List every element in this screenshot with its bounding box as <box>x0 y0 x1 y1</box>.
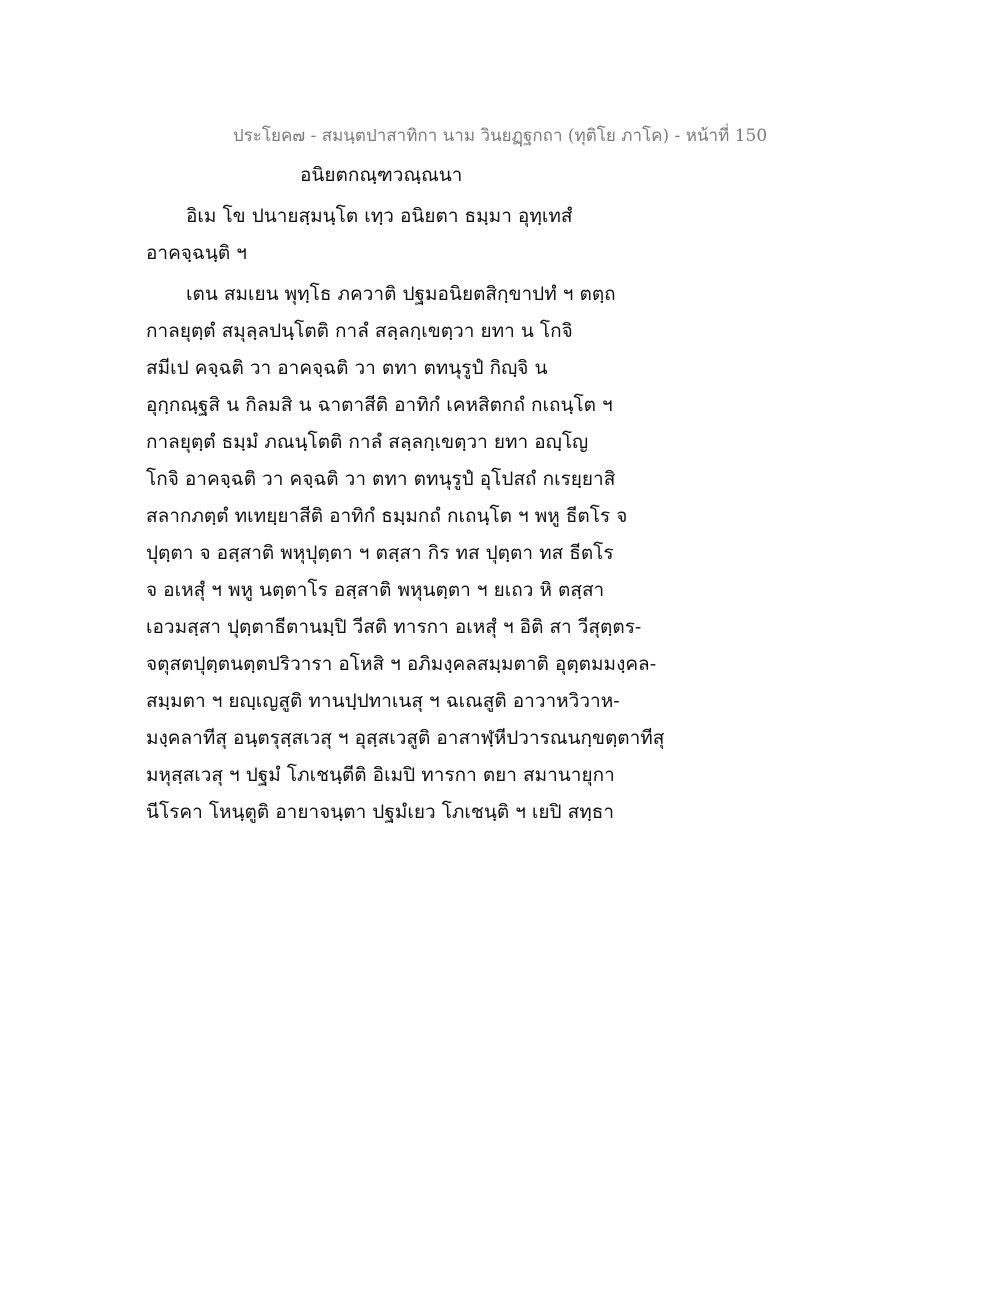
text-line: จ อเหสุํ ฯ พหู นตฺตาโร อสฺสาติ พหุนตฺตา ฯ ยเถว หิ ตสฺสา <box>146 579 605 601</box>
text-line: เอวมสฺสา ปุตฺตาธีตานมฺปิ วีสติ ทารกา อเหสุํ ฯ อิติ สา วีสุตฺตร- <box>146 616 642 638</box>
section-title: อนิยตกณฺฑวณฺณนา <box>300 164 463 186</box>
text-line: อาคจฺฉนฺติ ฯ <box>146 242 247 264</box>
text-line: อุกฺกณฺฐสิ น กิลมสิ น ฉาตาสีติ อาทิกํ เคหสิตกถํ กเถนฺโต ฯ <box>146 394 613 416</box>
text-line: เตน สมเยน พุทฺโธ ภควาติ ปฐมอนิยตสิกฺขาปทํ ฯ ตตฺถ <box>186 283 616 305</box>
text-line: นีโรคา โหนฺตูติ อายาจนฺตา ปฐมํเยว โภเชนฺติ ฯ เยปิ สทฺธา <box>146 801 615 823</box>
text-line: กาลยุตฺตํ สมุลฺลปนฺโตติ กาลํ สลฺลกฺเขตฺวา ยทา น โกจิ <box>146 320 573 342</box>
text-line: มหุสฺสเวสุ ฯ ปฐมํ โภเชนฺตีติ อิเมปิ ทารกา ตยา สมานายุกา <box>146 764 615 786</box>
text-line: โกจิ อาคจฺฉติ วา คจฺฉติ วา ตทา ตทนุรูปํ อุโปสถํ กเรยฺยาสิ <box>146 468 616 490</box>
text-line: ปุตฺตา จ อสฺสาติ พหุปุตฺตา ฯ ตสฺสา กิร ทส ปุตฺตา ทส ธีตโร <box>146 542 614 564</box>
text-line: กาลยุตฺตํ ธมฺมํ ภณนฺโตติ กาลํ สลฺลกฺเขตฺวา ยทา อญฺโญ <box>146 431 589 453</box>
text-line: อิเม โข ปนายสฺมนฺโต เทฺว อนิยตา ธมฺมา อุทฺเทสํ <box>186 205 573 227</box>
text-line: สลากภตฺตํ ทเทยฺยาสีติ อาทิกํ ธมฺมกถํ กเถนฺโต ฯ พหู ธีตโร จ <box>146 505 628 527</box>
running-header: ประโยค๗ - สมนฺตปาสาทิกา นาม วินยฏฺฐกถา (ทุติโย ภาโค) - หน้าที่ 150 <box>232 126 768 146</box>
text-line: สมีเป คจฺฉติ วา อาคจฺฉติ วา ตทา ตทนุรูปํ กิญฺจิ น <box>146 357 548 379</box>
body-text <box>146 198 846 831</box>
text-line: สมฺมตา ฯ ยญฺเญสูติ ทานปฺปทาเนสุ ฯ ฉเณสูติ อาวาหวิวาห- <box>146 690 620 712</box>
paragraph-1 <box>146 198 846 272</box>
text-line: จตุสตปุตฺตนตฺตปริวารา อโหสิ ฯ อภิมงฺคลสมฺมตาติ อุตฺตมมงฺคล- <box>146 653 657 675</box>
text-line: มงฺคลาทีสุ อนฺตรุสฺสเวสุ ฯ อุสฺสเวสูติ อาสาฬฺหีปวารณนกฺขตฺตาทีสุ <box>146 727 665 749</box>
paragraph-2 <box>146 276 846 831</box>
